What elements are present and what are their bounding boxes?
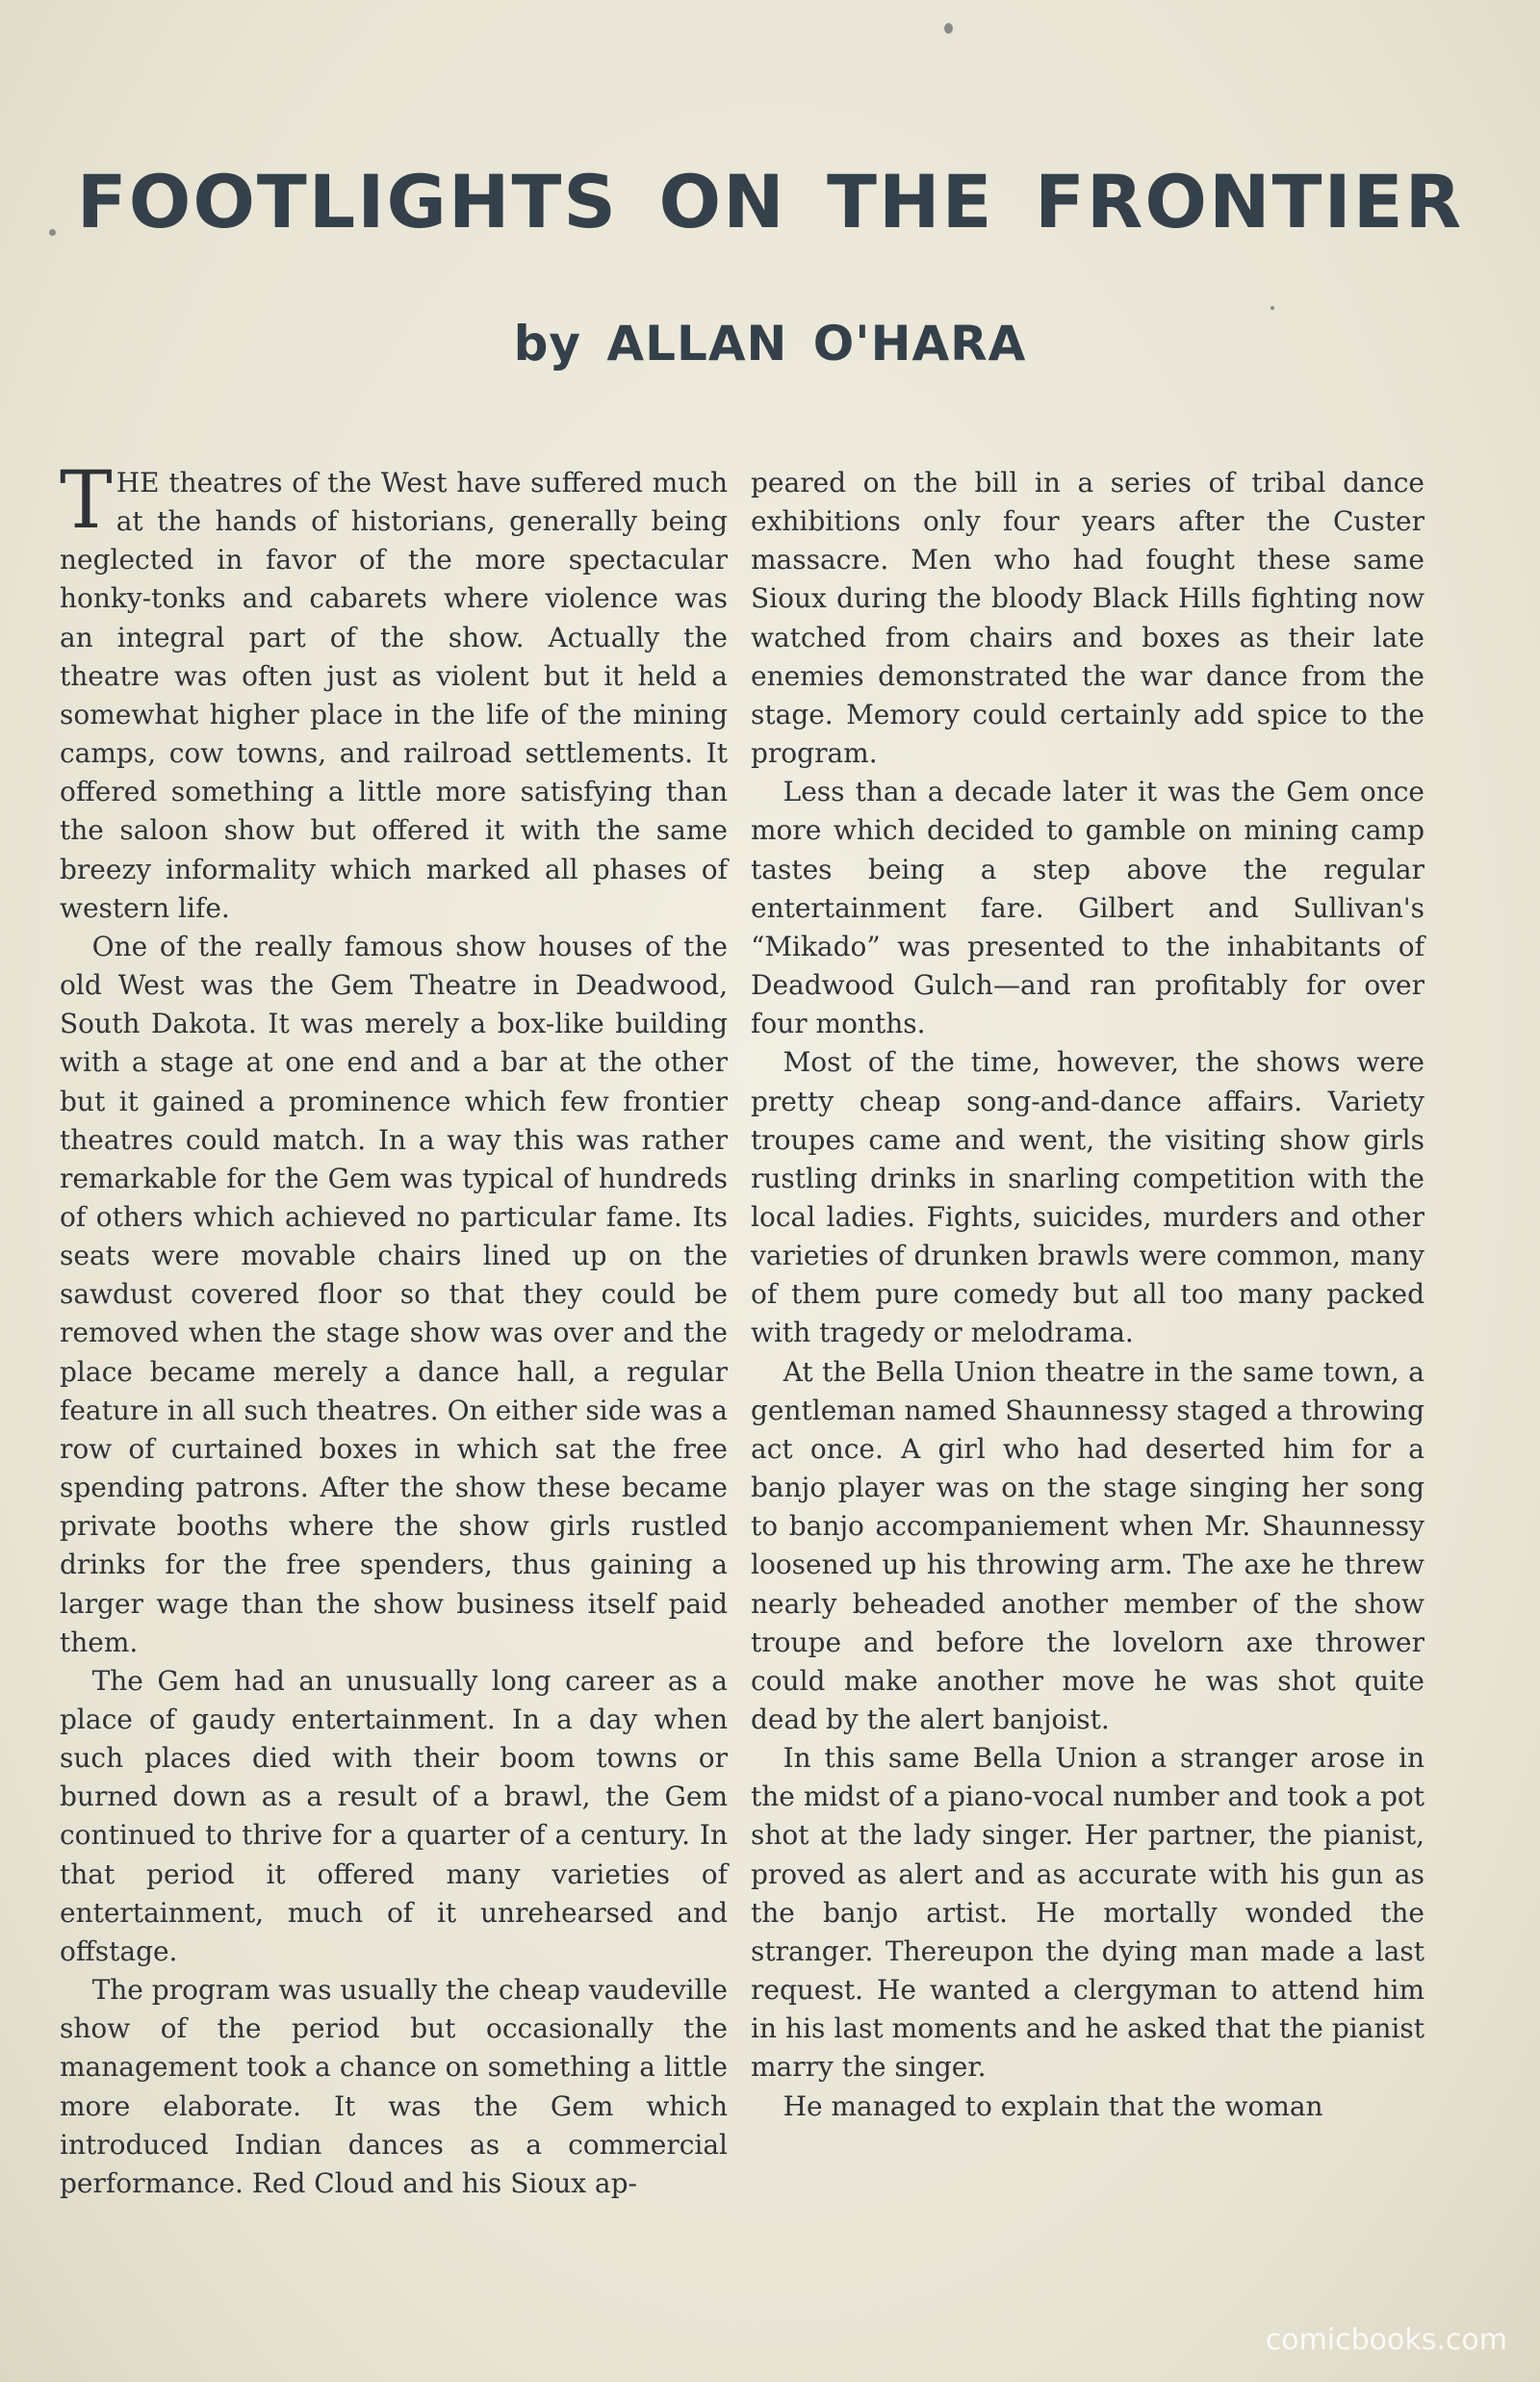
print-speck (944, 23, 953, 34)
article-paragraph: He managed to explain that the woman (783, 2089, 1323, 2122)
article-paragraph: The program was usually the cheap vaudeville show of the period but occasionally the management took a chance on something a little more elaborate. It was the Gem which introduced Indian dances as a commercial performance. Red Cloud and his Sioux ap- (60, 1974, 728, 2199)
article-paragraph: The Gem had an unusually long career as a place of gaudy entertainment. In a day when such places died with their boom towns or burned down as a result of a brawl, the Gem continued to thrive for a quarter of a century. In that period it offered many varieties of entertainment, much of it unrehearsed and offstage. (60, 1664, 728, 1967)
article-column-right (751, 464, 1424, 2126)
article-byline: by ALLAN O'HARA (513, 316, 1027, 371)
drop-cap: T (60, 455, 113, 547)
article-title: FOOTLIGHTS ON THE FRONTIER (76, 159, 1464, 244)
article-paragraph: At the Bella Union theatre in the same town, a gentleman named Shaunnessy staged a throwing act once. A girl who had deserted him for a banjo player was on the stage singing her song to banjo accompaniement when Mr. Shaunnessy loosened up his throwing arm. The axe he threw nearly beheaded another member of the show troupe and before the lovelorn axe thrower could make another move he was shot quite dead by the alert banjoist. (751, 1355, 1424, 1735)
article-paragraph: peared on the bill in a series of tribal dance exhibitions only four years after the Custer massacre. Men who had fought these same Sioux during the bloody Black Hills fighting now watched from chairs and boxes as their late enemies demonstrated the war dance from the stage. Memory could certainly add spice to the program. (751, 467, 1424, 770)
article-paragraph: Most of the time, however, the shows were pretty cheap song-and-dance affairs. Variety troupes came and went, the visiting show girls rustling drinks in snarling competition with the local ladies. Fights, suicides, murders and other varieties of drunken brawls were common, many of them pure comedy but all too many packed with tragedy or melodrama. (751, 1046, 1424, 1349)
article-paragraph: THE theatres of the West have suffered much at the hands of historians, generally being neglected in favor of the more spectacular honky-tonks and cabarets where violence was an integral part of the show. Actually the theatre was often just as violent but it held a somewhat higher place in the life of the mining camps, cow towns, and railroad settlements. It offered something a little more satisfying than the saloon show but offered it with the same breezy informality which marked all phases of western life. (60, 455, 728, 924)
article-paragraph: Less than a decade later it was the Gem once more which decided to gamble on mining camp tastes being a step above the regular entertainment fare. Gilbert and Sullivan's “Mikado” was presented to the inhabitants of Deadwood Gulch—and ran profitably for over four months. (751, 776, 1424, 1040)
article-paragraph: One of the really famous show houses of the old West was the Gem Theatre in Deadwood, South Dakota. It was merely a box-like building with a stage at one end and a bar at the other but it gained a prominence which few frontier theatres could match. In a way this was rather remarkable for the Gem was typical of hundreds of others which achieved no particular fame. Its seats were movable chairs lined up on the sawdust covered floor so that they could be removed when the stage show was over and the place became merely a dance hall, a regular feature in all such theatres. On either side was a row of curtained boxes in which sat the free spending patrons. After the show these became private booths where the show girls rustled drinks for the free spenders, thus gaining a larger wage than the show business itself paid them. (60, 930, 728, 1658)
print-speck (1270, 306, 1274, 310)
watermark: comicbooks.com (1265, 2323, 1507, 2357)
article-paragraph: In this same Bella Union a stranger arose in the midst of a piano-vocal number and took a pot shot at the lady singer. Her partner, the pianist, proved as alert and as accurate with his gun as the banjo artist. He mortally wonded the stranger. Thereupon the dying man made a last request. He wanted a clergyman to attend him in his last moments and he asked that the pianist marry the singer. (751, 1742, 1424, 2084)
article-column-left (60, 455, 728, 2203)
